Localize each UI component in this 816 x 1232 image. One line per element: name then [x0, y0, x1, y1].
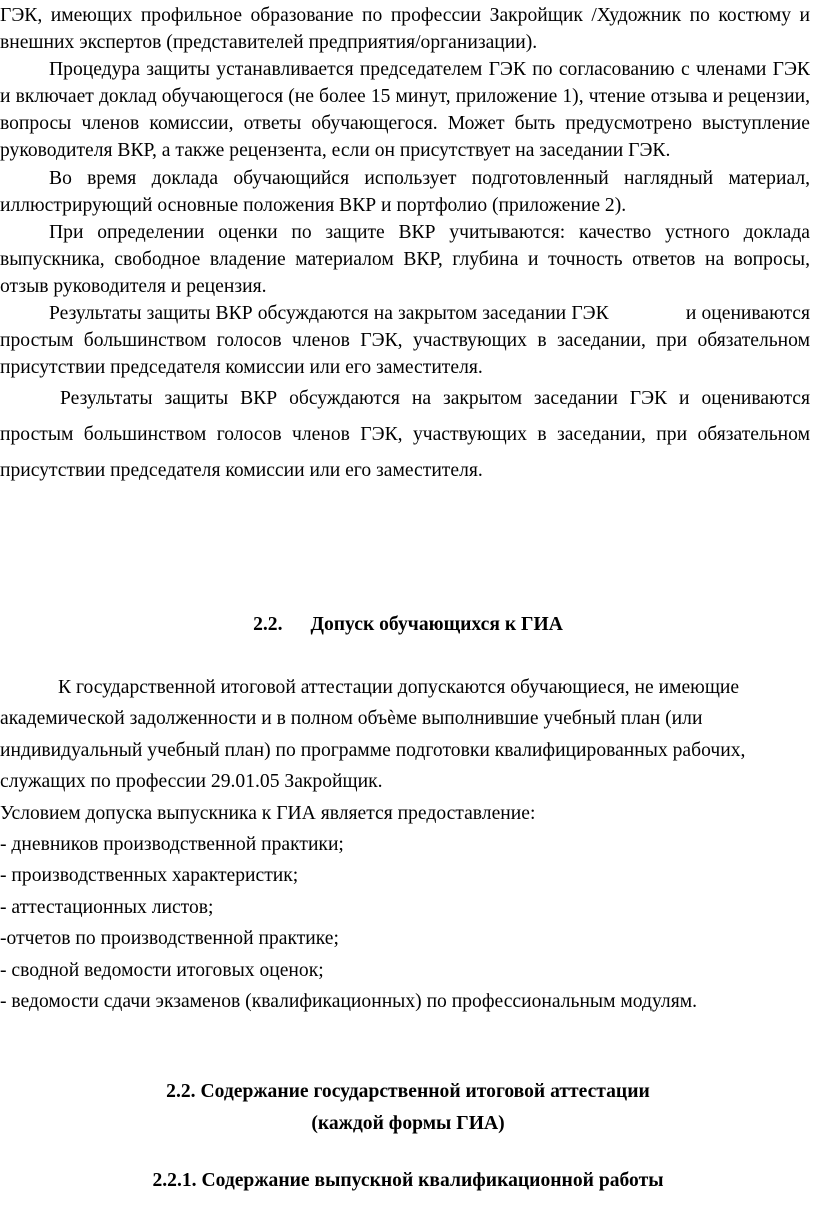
list-item: - сводной ведомости итоговых оценок; — [0, 959, 324, 981]
admission-condition: Условием допуска выпускника к ГИА является предоставление: — [0, 802, 536, 824]
section-heading-vkr-content: 2.2.1. Содержание выпускной квалификационной работы — [152, 1170, 664, 1191]
admission-section-body — [0, 672, 760, 1017]
list-item: - ведомости сдачи экзаменов (квалификационных) по профессиональным модулям. — [0, 991, 698, 1013]
paragraph-continuation: ГЭК, имеющих профильное образование по профессии Закройщик /Художник по костюму и внешних экспертов (представителей предприятия/организации). — [0, 5, 810, 54]
body-text-top — [0, 2, 815, 488]
paragraph-grading-criteria: При определении оценки по защите ВКР учитываются: качество устного доклада выпускника, свободное владение материалом ВКР, глубина и точность ответов на вопросы, отзыв руководителя и рецензия. — [0, 221, 810, 297]
heading-line: (каждой формы ГИА) — [311, 1113, 505, 1134]
list-item: -отчетов по производственной практике; — [0, 928, 339, 950]
paragraph-results-2: Результаты защиты ВКР обсуждаются на закрытом заседании ГЭК и оцениваются простым большинством голосов членов ГЭК, участвующих в заседании, при обязательном присутствии председателя комиссии или его заместителя. — [0, 388, 810, 481]
paragraph-results-1: Результаты защиты ВКР обсуждаются на закрытом заседании ГЭК и оцениваются простым большинством голосов членов ГЭК, участвующих в заседании, при обязательном присутствии председателя комиссии или его заместителя. — [0, 303, 815, 379]
list-item: - производственных характеристик; — [0, 865, 299, 887]
list-item: - дневников производственной практики; — [0, 834, 344, 856]
paragraph-defense-procedure: Процедура защиты устанавливается председателем ГЭК по согласованию с членами ГЭК и включает доклад обучающегося (не более 15 минут, приложение 1), чтение отзыва и рецензии, вопросы членов комиссии, ответы обучающегося. Может быть предусмотрено выступление руководителя ВКР, а также рецензента, если он присутствует на заседании ГЭК. — [0, 59, 810, 162]
list-item: - аттестационных листов; — [0, 896, 214, 918]
admission-intro: К государственной итоговой аттестации допускаются обучающиеся, не имеющие академической задолженности и в полном объѐме выполнившие учебный план (или индивидуальный учебный план) по программе подготовки квалифицированных рабочих, служащих по профессии 29.01.05 Закройщик. — [0, 677, 746, 793]
section-heading-content — [0, 1076, 816, 1140]
section-number: 2.2. — [253, 614, 283, 635]
heading-line: 2.2. Содержание государственной итоговой аттестации — [166, 1081, 650, 1102]
section-title: Допуск обучающихся к ГИА — [310, 614, 563, 635]
section-heading-admission — [0, 614, 816, 636]
paragraph-report-materials: Во время доклада обучающийся использует подготовленный наглядный материал, иллюстрирующий основные положения ВКР и портфолио (приложение 2). — [0, 167, 810, 216]
